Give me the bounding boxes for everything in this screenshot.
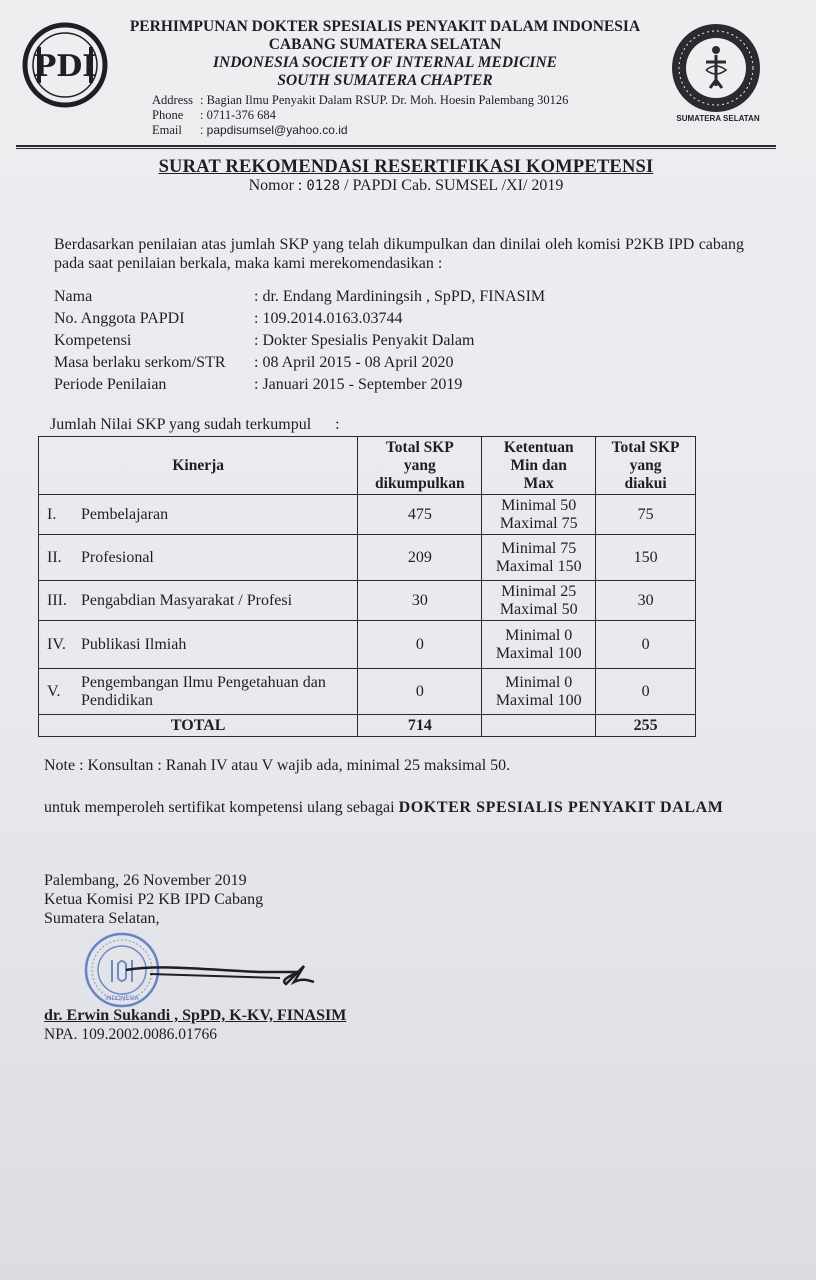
- role-line-1: Ketua Komisi P2 KB IPD Cabang: [44, 891, 264, 908]
- stamp-text: INDONESIA: [105, 995, 139, 1002]
- row-diakui: 0: [596, 621, 696, 669]
- header-total: [358, 437, 482, 495]
- row-max: Maximal 75: [499, 514, 578, 532]
- row-min: Minimal 50: [501, 496, 577, 514]
- kinerja-cell: [39, 621, 358, 669]
- row-roman: I.: [47, 505, 57, 523]
- papdi-logo-icon: [22, 22, 108, 108]
- total-empty: [482, 715, 596, 737]
- row-roman: III.: [47, 591, 67, 609]
- field-periode-value: : Januari 2015 - September 2019: [254, 376, 463, 393]
- place-date-prefix: Palembang,: [44, 872, 124, 889]
- row-ketentuan: [482, 581, 596, 621]
- row-roman: IV.: [47, 635, 66, 653]
- signer-npa: NPA. 109.2002.0086.01766: [44, 1026, 217, 1043]
- row-total: 0: [358, 669, 482, 715]
- row-min: Minimal 0: [505, 626, 573, 644]
- phone-line: [152, 108, 276, 123]
- table-row: [39, 495, 696, 535]
- kinerja-cell: [39, 495, 358, 535]
- row-max: Maximal 100: [495, 644, 582, 662]
- email-label: Email: [152, 123, 182, 137]
- field-kompetensi-label: Kompetensi: [54, 332, 132, 349]
- row-name-2: Pendidikan: [81, 691, 153, 709]
- logo-left-text: PDI: [33, 49, 97, 84]
- row-max: Maximal 150: [495, 557, 582, 575]
- place-date: [44, 872, 247, 890]
- row-total: 0: [358, 621, 482, 669]
- total-diakui: 255: [596, 715, 696, 737]
- letter-title: SURAT REKOMENDASI RESERTIFIKASI KOMPETENSI: [158, 157, 654, 177]
- signature-icon: [120, 950, 320, 1000]
- sumsel-chapter-logo-icon: [670, 22, 762, 114]
- header-total-l2: yang: [403, 456, 436, 474]
- table-row: [39, 621, 696, 669]
- purpose-text: untuk memperoleh sertifikat kompetensi ulang sebagai: [44, 799, 399, 816]
- field-periode-label: Periode Penilaian: [54, 376, 167, 393]
- row-name: Publikasi Ilmiah: [81, 635, 187, 653]
- header-diakui: [596, 437, 696, 495]
- row-min: Minimal 0: [505, 673, 573, 691]
- skp-table: [38, 436, 696, 737]
- org-name-line-3: INDONESIA SOCIETY OF INTERNAL MEDICINE: [213, 54, 557, 71]
- field-nama-value: : dr. Endang Mardiningsih , SpPD, FINASIM: [254, 288, 546, 305]
- letter-number: [150, 177, 662, 195]
- row-min: Minimal 25: [501, 582, 577, 600]
- total-label: TOTAL: [39, 715, 358, 737]
- intro-paragraph: Berdasarkan penilaian atas jumlah SKP yang telah dikumpulkan dan dinilai oleh komisi P2KB IPD cabang pada saat penilaian berkala, maka kami merekomendasikan :: [54, 236, 744, 272]
- header-ket-l2: Min dan: [510, 456, 567, 474]
- phone-label: Phone: [152, 108, 184, 122]
- row-total: 475: [358, 495, 482, 535]
- field-anggota-label: No. Anggota PAPDI: [54, 310, 185, 327]
- kinerja-cell: [39, 535, 358, 581]
- org-name-line-4: SOUTH SUMATERA CHAPTER: [277, 72, 493, 89]
- table-caption: Jumlah Nilai SKP yang sudah terkumpul :: [50, 416, 340, 433]
- header-total-l3: dikumpulkan: [375, 474, 465, 492]
- row-diakui: 30: [596, 581, 696, 621]
- row-roman: II.: [47, 548, 62, 566]
- row-ketentuan: [482, 669, 596, 715]
- org-name-line-2: CABANG SUMATERA SELATAN: [268, 36, 502, 53]
- header-kinerja: Kinerja: [39, 437, 358, 495]
- nomor-prefix: Nomor :: [248, 177, 307, 194]
- nomor-suffix: / PAPDI Cab. SUMSEL /XI/ 2019: [340, 177, 564, 194]
- header-diakui-l3: diakui: [624, 474, 667, 492]
- row-diakui: 75: [596, 495, 696, 535]
- email-line: [152, 123, 348, 138]
- role-line-2: Sumatera Selatan,: [44, 910, 160, 927]
- header-diakui-l2: yang: [629, 456, 662, 474]
- row-total: 30: [358, 581, 482, 621]
- table-header-row: [39, 437, 696, 495]
- row-max: Maximal 50: [499, 600, 578, 618]
- total-sum: 714: [358, 715, 482, 737]
- table-row: [39, 581, 696, 621]
- header-divider-thin: [16, 148, 776, 149]
- header-diakui-l1: Total SKP: [611, 438, 680, 456]
- address-value: : Bagian Ilmu Penyakit Dalam RSUP. Dr. Moh. Hoesin Palembang 30126: [200, 93, 569, 107]
- signer-name: dr. Erwin Sukandi , SpPD, K-KV, FINASIM: [44, 1007, 347, 1024]
- purpose-paragraph: [44, 798, 744, 817]
- header-ket-l1: Ketentuan: [503, 438, 574, 456]
- header-ket-l3: Max: [523, 474, 554, 492]
- place-date-suffix: November 2019: [139, 872, 247, 889]
- row-max: Maximal 100: [495, 691, 582, 709]
- row-ketentuan: [482, 621, 596, 669]
- table-total-row: [39, 715, 696, 737]
- header-ketentuan: [482, 437, 596, 495]
- field-kompetensi-value: : Dokter Spesialis Penyakit Dalam: [254, 332, 475, 349]
- field-masa-label: Masa berlaku serkom/STR: [54, 354, 226, 371]
- row-name: Profesional: [81, 548, 154, 566]
- row-diakui: 0: [596, 669, 696, 715]
- row-total: 209: [358, 535, 482, 581]
- row-min: Minimal 75: [501, 539, 577, 557]
- header-divider: [16, 145, 776, 147]
- kinerja-cell: [39, 581, 358, 621]
- org-name-line-1: PERHIMPUNAN DOKTER SPESIALIS PENYAKIT DALAM INDONESIA: [129, 18, 641, 35]
- kinerja-cell: [39, 669, 358, 715]
- row-ketentuan: [482, 495, 596, 535]
- purpose-bold: DOKTER SPESIALIS PENYAKIT DALAM: [398, 799, 724, 816]
- nomor-number: 0128: [306, 178, 341, 194]
- header-total-l1: Total SKP: [385, 438, 454, 456]
- row-name: Pengembangan Ilmu Pengetahuan dan: [81, 673, 326, 691]
- email-value: : papdisumsel@yahoo.co.id: [200, 123, 348, 137]
- field-masa-value: : 08 April 2015 - 08 April 2020: [254, 354, 454, 371]
- row-roman: V.: [47, 682, 61, 700]
- row-ketentuan: [482, 535, 596, 581]
- table-row: [39, 669, 696, 715]
- address-label: Address: [152, 93, 193, 107]
- field-nama-label: Nama: [54, 288, 93, 305]
- place-date-day: 26: [123, 872, 140, 889]
- phone-value: : 0711-376 684: [200, 108, 276, 122]
- right-logo-caption: SUMATERA SELATAN: [676, 114, 760, 123]
- field-anggota-value: : 109.2014.0163.03744: [254, 310, 403, 327]
- address-line: [152, 93, 568, 108]
- table-row: [39, 535, 696, 581]
- row-name: Pengabdian Masyarakat / Profesi: [81, 591, 293, 609]
- row-name: Pembelajaran: [81, 505, 169, 523]
- row-diakui: 150: [596, 535, 696, 581]
- note-text: Note : Konsultan : Ranah IV atau V wajib ada, minimal 25 maksimal 50.: [44, 757, 511, 774]
